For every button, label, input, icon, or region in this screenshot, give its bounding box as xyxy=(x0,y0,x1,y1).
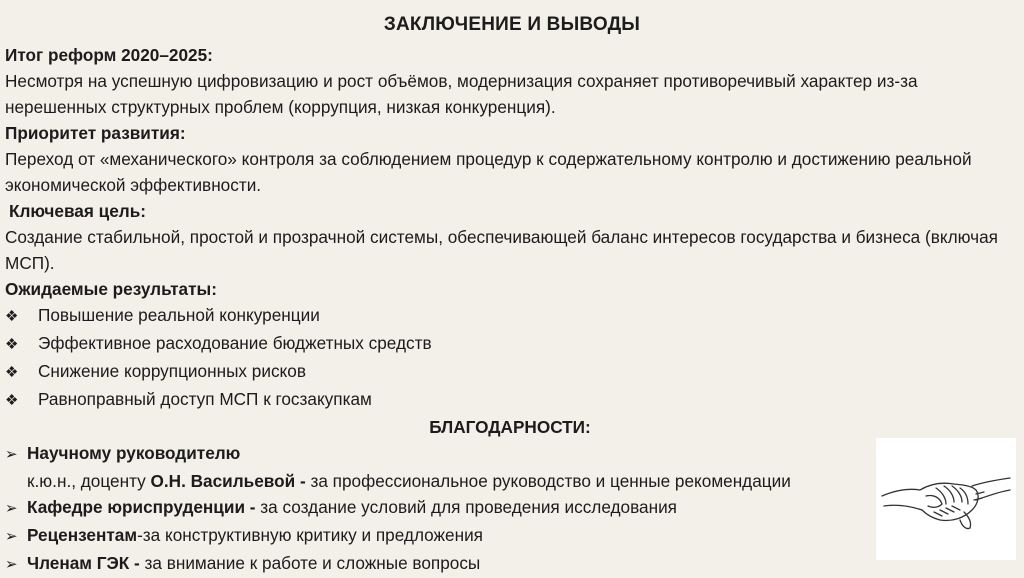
arrow-bullet-icon: ➢ xyxy=(5,446,18,463)
thanks-text: за создание условий для проведения исследования xyxy=(255,497,677,517)
thanks-recipient: Членам ГЭК - xyxy=(27,553,140,573)
thanks-list xyxy=(5,440,1015,468)
list-item-text: Снижение коррупционных рисков xyxy=(38,361,306,381)
results-heading: Ожидаемые результаты: xyxy=(5,279,217,299)
section-heading: Приоритет развития: xyxy=(5,123,186,143)
list-item xyxy=(5,302,1015,330)
diamond-bullet-icon: ❖ xyxy=(5,336,19,353)
thanks-heading: БЛАГОДАРНОСТИ: xyxy=(429,417,591,437)
handshake-image xyxy=(876,438,1016,560)
list-item xyxy=(5,494,1015,522)
section-heading: Итог реформ 2020–2025: xyxy=(5,45,213,65)
diamond-bullet-icon: ❖ xyxy=(5,364,19,381)
thanks-text: -за конструктивную критику и предложения xyxy=(137,525,483,545)
section-text: Переход от «механического» контроля за соблюдением процедур к содержательному контролю и достижению реальной экономической эффективности. xyxy=(5,149,972,195)
list-item xyxy=(5,440,1015,468)
thanks-recipient: Рецензентам xyxy=(27,525,138,545)
thanks-recipient: Кафедре юриспруденции - xyxy=(27,497,256,517)
arrow-bullet-icon: ➢ xyxy=(5,500,18,517)
arrow-bullet-icon: ➢ xyxy=(5,556,18,573)
arrow-bullet-icon: ➢ xyxy=(5,528,18,545)
thanks-list xyxy=(5,494,1015,578)
section-text: Несмотря на успешную цифровизацию и рост объёмов, модернизация сохраняет противоречивый характер из-за нерешенных структурных проблем (коррупция, низкая конкуренция). xyxy=(5,71,918,117)
diamond-bullet-icon: ❖ xyxy=(5,308,19,325)
diamond-bullet-icon: ❖ xyxy=(5,392,19,409)
supervisor-name: О.Н. Васильевой - xyxy=(150,471,306,491)
supervisor-detail xyxy=(5,468,877,494)
list-item xyxy=(5,358,1015,386)
list-item-text: Повышение реальной конкуренции xyxy=(38,305,320,325)
section-heading: Ключевая цель: xyxy=(9,201,147,221)
page-title: ЗАКЛЮЧЕНИЕ И ВЫВОДЫ xyxy=(383,14,641,35)
list-item xyxy=(5,386,1015,414)
section-text: Создание стабильной, простой и прозрачной системы, обеспечивающей баланс интересов государства и бизнеса (включая МСП). xyxy=(5,227,998,273)
list-item xyxy=(5,522,1015,550)
handshake-icon xyxy=(876,438,1016,560)
results-list xyxy=(5,302,1015,414)
list-item xyxy=(5,330,1015,358)
thanks-text: за внимание к работе и сложные вопросы xyxy=(139,553,481,573)
list-item-text: Эффективное расходование бюджетных средств xyxy=(38,333,432,353)
content xyxy=(5,42,1015,578)
supervisor-title: к.ю.н., доценту xyxy=(27,471,151,491)
supervisor-thanks: за профессиональное руководство и ценные рекомендации xyxy=(305,471,791,491)
list-item-text: Равноправный доступ МСП к госзакупкам xyxy=(38,389,372,409)
thanks-recipient: Научному руководителю xyxy=(27,443,241,463)
